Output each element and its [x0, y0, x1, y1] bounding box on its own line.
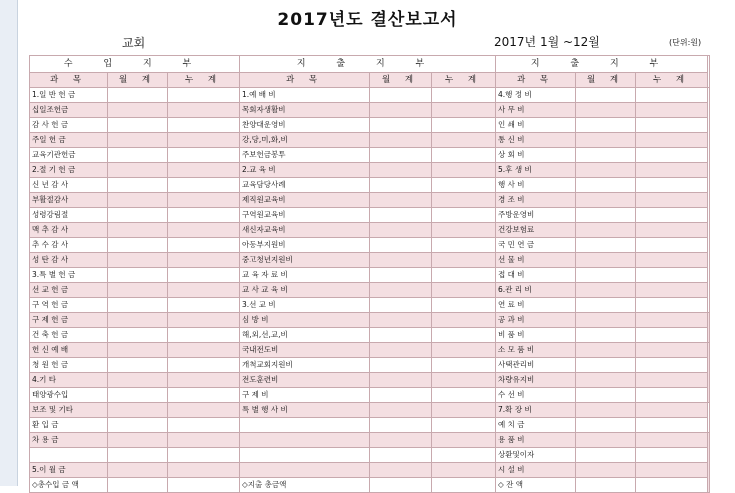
total-label: ◇총수입 금 액 — [30, 478, 108, 493]
item-label: 공 과 비 — [496, 313, 576, 328]
month-value — [576, 373, 636, 388]
item-label: 주보헌금봉투 — [240, 148, 370, 163]
month-value — [370, 178, 432, 193]
cum-value — [168, 433, 240, 448]
cum-value — [432, 463, 496, 478]
cum-value — [432, 163, 496, 178]
cum-value — [432, 148, 496, 163]
month-value — [576, 418, 636, 433]
month-value — [370, 118, 432, 133]
item-label: 강,당,미,화,비 — [240, 133, 370, 148]
item-label: 구 제 헌 금 — [30, 313, 108, 328]
month-value — [108, 88, 168, 103]
month-value — [108, 238, 168, 253]
cum-value — [636, 298, 708, 313]
month-value — [370, 448, 432, 463]
month-value — [108, 193, 168, 208]
cum-value — [168, 328, 240, 343]
cum-value — [636, 343, 708, 358]
cum-value — [168, 208, 240, 223]
item-label: 용 품 비 — [496, 433, 576, 448]
item-label: 접 대 비 — [496, 268, 576, 283]
item-label: 아동부지원비 — [240, 238, 370, 253]
month-value — [370, 418, 432, 433]
finance-space — [708, 433, 710, 493]
item-label: 제직원교육비 — [240, 193, 370, 208]
item-label: 경 조 비 — [496, 193, 576, 208]
cum-value — [636, 103, 708, 118]
item-label: 새신자교육비 — [240, 223, 370, 238]
month-value — [576, 208, 636, 223]
item-label: 주방운영비 — [496, 208, 576, 223]
cum-value — [168, 448, 240, 463]
item-label: 교 육 자 료 비 — [240, 268, 370, 283]
item-label: 국 민 연 금 — [496, 238, 576, 253]
page-title: 2017년도 결산보고서 — [277, 10, 458, 30]
cum-value — [636, 388, 708, 403]
month-value — [370, 163, 432, 178]
month-value — [370, 223, 432, 238]
total-month — [370, 478, 432, 493]
item-label: 비 품 비 — [496, 328, 576, 343]
page-edge — [0, 0, 18, 486]
cum-value — [168, 343, 240, 358]
month-value — [370, 103, 432, 118]
item-label: 사 무 비 — [496, 103, 576, 118]
report-body — [30, 56, 710, 493]
table-row — [30, 313, 710, 328]
item-label: 청 원 헌 금 — [30, 358, 108, 373]
total-cum — [636, 478, 708, 493]
table-row — [30, 283, 710, 298]
month-value — [370, 88, 432, 103]
cum-value — [168, 88, 240, 103]
month-value — [108, 268, 168, 283]
month-value — [108, 373, 168, 388]
totals-row — [30, 478, 710, 493]
month-value — [108, 298, 168, 313]
total-cum — [432, 478, 496, 493]
item-label: 소 모 품 비 — [496, 343, 576, 358]
cum-value — [432, 403, 496, 418]
cum-value — [432, 238, 496, 253]
cum-value — [168, 358, 240, 373]
item-label: 통 신 비 — [496, 133, 576, 148]
cum-value — [168, 118, 240, 133]
item-label: 목회자생활비 — [240, 103, 370, 118]
cum-value — [432, 343, 496, 358]
col-month: 월 계 — [576, 73, 636, 88]
total-cum — [168, 478, 240, 493]
item-label: 4.행 정 비 — [496, 88, 576, 103]
cum-value — [636, 118, 708, 133]
month-value — [108, 253, 168, 268]
item-label: 6.관 리 비 — [496, 283, 576, 298]
item-label: 추 수 감 사 — [30, 238, 108, 253]
item-label: 구 제 비 — [240, 388, 370, 403]
month-value — [108, 418, 168, 433]
item-label: 특 별 행 사 비 — [240, 403, 370, 418]
item-label: 7.확 장 비 — [496, 403, 576, 418]
cum-value — [168, 373, 240, 388]
table-row — [30, 208, 710, 223]
cum-value — [636, 253, 708, 268]
table-row — [30, 298, 710, 313]
cum-value — [432, 418, 496, 433]
month-value — [576, 148, 636, 163]
item-label: 국내전도비 — [240, 343, 370, 358]
period-label: 2017년 1월 ~12월 — [494, 35, 600, 49]
month-value — [576, 463, 636, 478]
month-value — [370, 193, 432, 208]
cum-value — [432, 328, 496, 343]
cum-value — [432, 433, 496, 448]
month-value — [370, 403, 432, 418]
cum-value — [432, 178, 496, 193]
month-value — [576, 343, 636, 358]
month-value — [370, 433, 432, 448]
month-value — [108, 208, 168, 223]
month-value — [370, 358, 432, 373]
cum-value — [432, 118, 496, 133]
item-label: 개척교회지원비 — [240, 358, 370, 373]
col-month: 월 계 — [108, 73, 168, 88]
month-value — [108, 148, 168, 163]
cum-value — [168, 163, 240, 178]
month-value — [370, 148, 432, 163]
item-label: 차 용 금 — [30, 433, 108, 448]
table-row — [30, 373, 710, 388]
col-item: 과 목 — [30, 73, 108, 88]
item-label: 상환및이자 — [496, 448, 576, 463]
item-label — [240, 463, 370, 478]
item-label: 부활절감사 — [30, 193, 108, 208]
cum-value — [432, 358, 496, 373]
item-label: 십일조헌금 — [30, 103, 108, 118]
item-label — [30, 448, 108, 463]
item-label: 건강보험료 — [496, 223, 576, 238]
other-blank-1 — [708, 88, 710, 313]
month-value — [576, 253, 636, 268]
item-label: 감 사 헌 금 — [30, 118, 108, 133]
month-value — [576, 223, 636, 238]
month-value — [108, 133, 168, 148]
table-row — [30, 388, 710, 403]
month-value — [108, 463, 168, 478]
unit-label: (단위:원) — [669, 38, 702, 47]
item-label: 상 회 비 — [496, 148, 576, 163]
col-cum: 누 계 — [432, 73, 496, 88]
cum-value — [432, 88, 496, 103]
month-value — [108, 283, 168, 298]
month-value — [576, 178, 636, 193]
item-label: 심 방 비 — [240, 313, 370, 328]
item-label: 전도훈련비 — [240, 373, 370, 388]
item-label: 수 선 비 — [496, 388, 576, 403]
table-row — [30, 433, 710, 448]
table-row — [30, 358, 710, 373]
item-label: 건 축 헌 금 — [30, 328, 108, 343]
month-value — [370, 343, 432, 358]
total-label: ◇지출 총금액 — [240, 478, 370, 493]
month-value — [370, 238, 432, 253]
table-row — [30, 103, 710, 118]
month-value — [108, 118, 168, 133]
cum-value — [636, 283, 708, 298]
table-row — [30, 133, 710, 148]
item-label: 교 사 교 육 비 — [240, 283, 370, 298]
table-row — [30, 253, 710, 268]
cum-value — [168, 313, 240, 328]
cum-value — [432, 388, 496, 403]
month-value — [370, 268, 432, 283]
month-value — [576, 103, 636, 118]
cum-value — [636, 358, 708, 373]
cum-value — [432, 223, 496, 238]
item-label: 1.예 배 비 — [240, 88, 370, 103]
item-label: 2.교 육 비 — [240, 163, 370, 178]
item-label: 사택관리비 — [496, 358, 576, 373]
cum-value — [636, 328, 708, 343]
month-value — [370, 463, 432, 478]
table-row — [30, 88, 710, 103]
cum-value — [432, 373, 496, 388]
item-label — [240, 448, 370, 463]
table-row — [30, 118, 710, 133]
item-label: 1.일 반 헌 금 — [30, 88, 108, 103]
item-label — [240, 433, 370, 448]
month-value — [370, 388, 432, 403]
item-label: 차량유지비 — [496, 373, 576, 388]
expense-section-2: 지 출 지 부 — [496, 56, 708, 73]
month-value — [576, 268, 636, 283]
month-value — [576, 433, 636, 448]
cum-value — [432, 103, 496, 118]
month-value — [108, 388, 168, 403]
month-value — [370, 373, 432, 388]
table-row — [30, 403, 710, 418]
item-label: 신 년 감 사 — [30, 178, 108, 193]
church-label: 교회 — [122, 36, 146, 50]
item-label: 성 탄 감 사 — [30, 253, 108, 268]
item-label: 보조 및 기타 — [30, 403, 108, 418]
month-value — [576, 298, 636, 313]
item-label: 3.선 교 비 — [240, 298, 370, 313]
table-row — [30, 193, 710, 208]
month-value — [576, 448, 636, 463]
income-section: 수 입 지 부 — [30, 56, 240, 73]
item-label: 맥 추 감 사 — [30, 223, 108, 238]
table-row — [30, 418, 710, 433]
col-month: 월 계 — [370, 73, 432, 88]
cum-value — [432, 253, 496, 268]
item-label: 태양광수입 — [30, 388, 108, 403]
month-value — [576, 238, 636, 253]
item-label: 헌 신 예 배 — [30, 343, 108, 358]
cum-value — [636, 163, 708, 178]
cum-value — [636, 88, 708, 103]
month-value — [576, 358, 636, 373]
total-month — [108, 478, 168, 493]
cum-value — [168, 418, 240, 433]
item-label: 구 역 헌 금 — [30, 298, 108, 313]
cum-value — [636, 223, 708, 238]
approval-space — [708, 343, 710, 403]
cum-value — [636, 418, 708, 433]
month-value — [108, 178, 168, 193]
cum-value — [432, 208, 496, 223]
month-value — [576, 163, 636, 178]
table-row — [30, 268, 710, 283]
section-header-row — [30, 56, 710, 73]
table-row — [30, 238, 710, 253]
cum-value — [432, 283, 496, 298]
table-row — [30, 463, 710, 478]
month-value — [370, 253, 432, 268]
item-label: 시 설 비 — [496, 463, 576, 478]
cum-value — [168, 223, 240, 238]
table-row — [30, 223, 710, 238]
cum-value — [636, 448, 708, 463]
month-value — [576, 133, 636, 148]
col-item: 과 목 — [240, 73, 370, 88]
total-label: ◇ 잔 액 — [496, 478, 576, 493]
table-row — [30, 163, 710, 178]
item-label — [240, 418, 370, 433]
cum-value — [168, 238, 240, 253]
month-value — [108, 328, 168, 343]
cum-value — [432, 133, 496, 148]
table-row — [30, 148, 710, 163]
item-label: 성령강림절 — [30, 208, 108, 223]
month-value — [108, 433, 168, 448]
col-item: 과 목 — [496, 73, 576, 88]
cum-value — [168, 388, 240, 403]
cum-value — [168, 178, 240, 193]
table-row — [30, 328, 710, 343]
item-label: 찬양대운영비 — [240, 118, 370, 133]
cum-value — [636, 208, 708, 223]
cum-value — [168, 283, 240, 298]
item-label: 5.후 생 비 — [496, 163, 576, 178]
cum-value — [636, 133, 708, 148]
cum-value — [168, 133, 240, 148]
total-month — [576, 478, 636, 493]
item-label: 교육담당사례 — [240, 178, 370, 193]
cum-value — [636, 178, 708, 193]
month-value — [576, 328, 636, 343]
cum-value — [168, 253, 240, 268]
cum-value — [432, 268, 496, 283]
item-label: 중고청년지원비 — [240, 253, 370, 268]
item-label: 인 쇄 비 — [496, 118, 576, 133]
month-value — [576, 193, 636, 208]
item-label: 구역원교육비 — [240, 208, 370, 223]
cum-value — [168, 298, 240, 313]
cum-value — [432, 448, 496, 463]
item-label: 주일 헌 금 — [30, 133, 108, 148]
cum-value — [636, 148, 708, 163]
cum-value — [432, 298, 496, 313]
item-label: 해,외,선,교,비 — [240, 328, 370, 343]
col-cum: 누 계 — [636, 73, 708, 88]
month-value — [370, 328, 432, 343]
other-header — [708, 56, 710, 88]
cum-value — [432, 193, 496, 208]
report-table — [29, 55, 710, 493]
cum-value — [636, 268, 708, 283]
cum-value — [168, 148, 240, 163]
month-value — [108, 448, 168, 463]
column-header-row — [30, 73, 710, 88]
month-value — [108, 103, 168, 118]
month-value — [576, 313, 636, 328]
cum-value — [636, 433, 708, 448]
month-value — [108, 343, 168, 358]
item-label: 선 교 헌 금 — [30, 283, 108, 298]
month-value — [370, 133, 432, 148]
cum-value — [636, 373, 708, 388]
month-value — [576, 403, 636, 418]
col-cum: 누 계 — [168, 73, 240, 88]
item-label: 연 료 비 — [496, 298, 576, 313]
item-label: 교육기관헌금 — [30, 148, 108, 163]
month-value — [370, 313, 432, 328]
item-label: 2.절 기 헌 금 — [30, 163, 108, 178]
finance-label — [708, 403, 710, 433]
table-row — [30, 178, 710, 193]
approval-label — [708, 313, 710, 343]
item-label: 4.기 타 — [30, 373, 108, 388]
item-label: 환 입 금 — [30, 418, 108, 433]
month-value — [108, 403, 168, 418]
cum-value — [636, 403, 708, 418]
cum-value — [636, 238, 708, 253]
month-value — [108, 358, 168, 373]
item-label: 3.특 별 헌 금 — [30, 268, 108, 283]
cum-value — [636, 313, 708, 328]
cum-value — [168, 103, 240, 118]
month-value — [576, 118, 636, 133]
month-value — [108, 163, 168, 178]
item-label: 예 치 금 — [496, 418, 576, 433]
table-row — [30, 448, 710, 463]
month-value — [108, 313, 168, 328]
month-value — [576, 88, 636, 103]
month-value — [108, 223, 168, 238]
item-label: 선 물 비 — [496, 253, 576, 268]
cum-value — [168, 268, 240, 283]
month-value — [370, 283, 432, 298]
item-label: 행 사 비 — [496, 178, 576, 193]
month-value — [576, 283, 636, 298]
item-label: 5.이 월 금 — [30, 463, 108, 478]
month-value — [370, 298, 432, 313]
month-value — [370, 208, 432, 223]
cum-value — [168, 463, 240, 478]
expense-section: 지 출 지 부 — [240, 56, 496, 73]
table-row — [30, 343, 710, 358]
month-value — [576, 388, 636, 403]
cum-value — [168, 193, 240, 208]
cum-value — [432, 313, 496, 328]
cum-value — [636, 193, 708, 208]
cum-value — [636, 463, 708, 478]
cum-value — [168, 403, 240, 418]
